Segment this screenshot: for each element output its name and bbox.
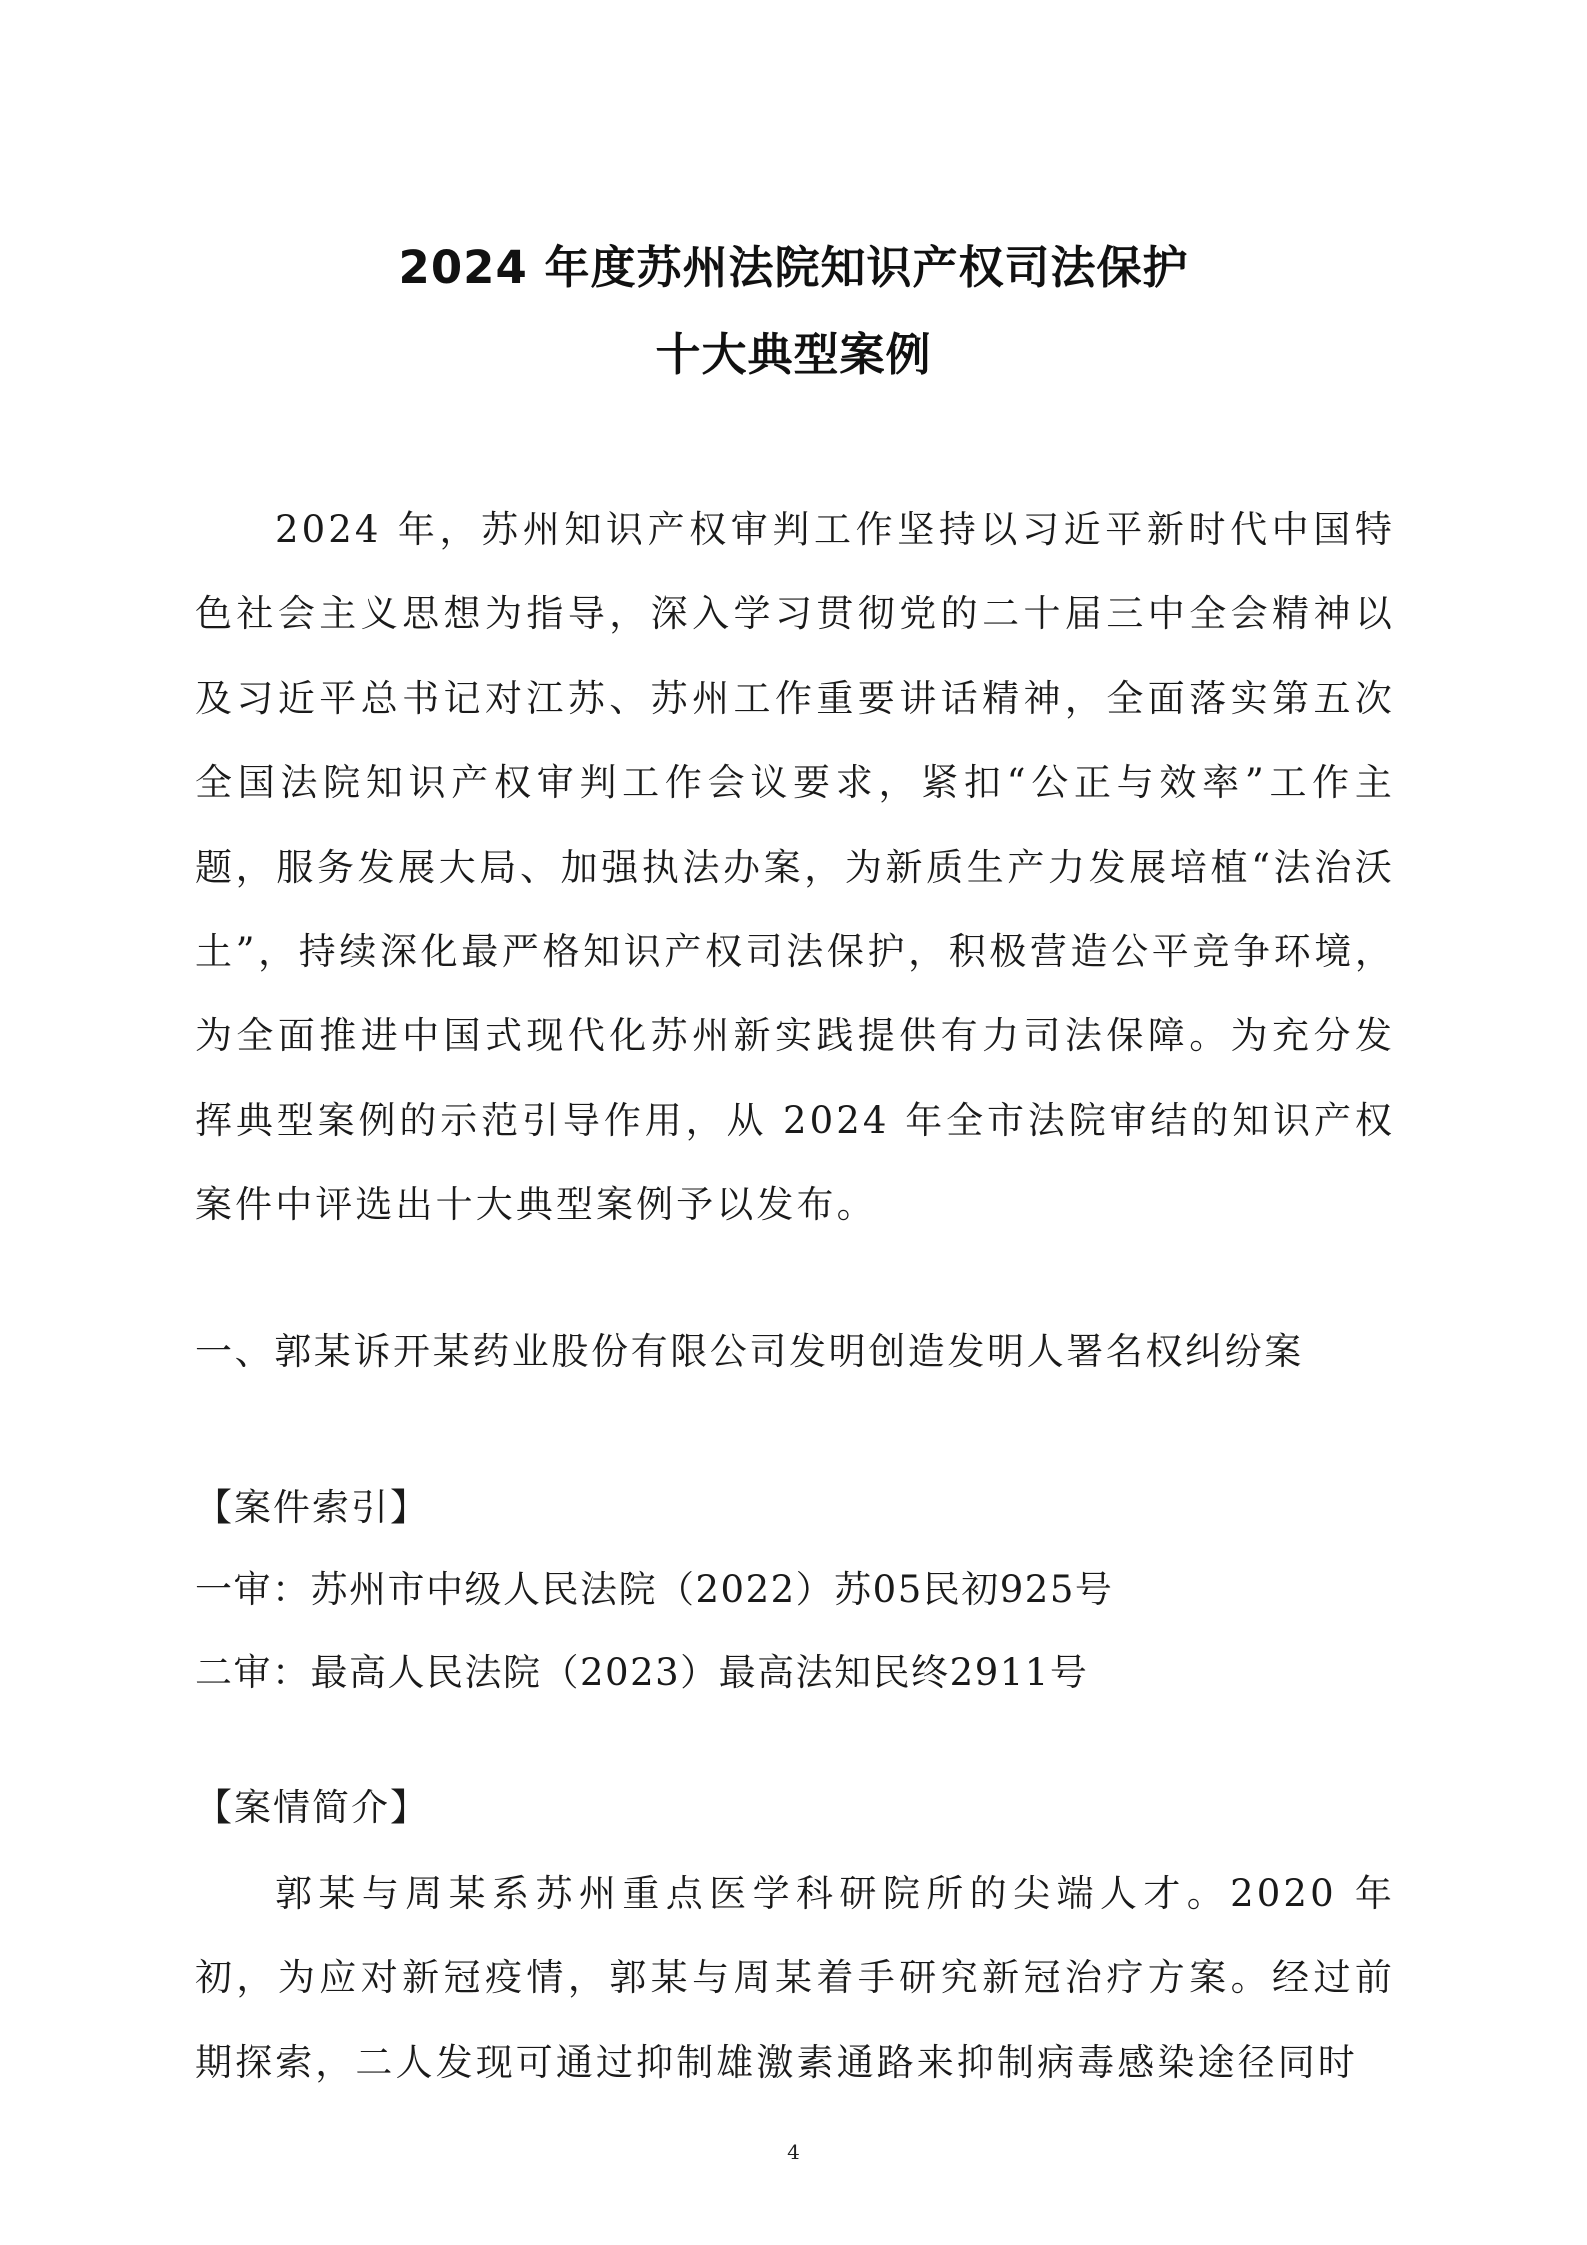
case-index-label: 【案件索引】	[195, 1486, 429, 1529]
document-title-line-2: 十大典型案例	[655, 328, 932, 381]
document-title-line-1: 2024 年度苏州法院知识产权司法保护	[398, 241, 1189, 294]
case-summary-paragraph: 郭某与周某系苏州重点医学科研院所的尖端人才。2020 年初，为应对新冠疫情，郭某与周某着手研究新冠治疗方案。经过前期探索，二人发现可通过抑制雄激素通路来抑制病毒感染途径同时	[195, 1872, 1395, 2084]
case-summary-label: 【案情简介】	[195, 1786, 429, 1829]
case-heading: 一、郭某诉开某药业股份有限公司发明创造发明人署名权纠纷案	[195, 1330, 1304, 1373]
second-instance-reference: 二审：最高人民法院（2023）最高法知民终2911号	[195, 1651, 1089, 1694]
page-number: 4	[787, 2140, 800, 2164]
intro-paragraph: 2024 年，苏州知识产权审判工作坚持以习近平新时代中国特色社会主义思想为指导，深入学习贯彻党的二十届三中全会精神以及习近平总书记对江苏、苏州工作重要讲话精神，全面落实第五次全国法院知识产权审判工作会议要求，紧扣“公正与效率”工作主题，服务发展大局、加强执法办案，为新质生产力发展培植“法治沃土”，持续深化最严格知识产权司法保护，积极营造公平竞争环境，为全面推进中国式现代化苏州新实践提供有力司法保障。为充分发挥典型案例的示范引导作用，从 2024 年全市法院审结的知识产权案件中评选出十大典型案例予以发布。	[195, 508, 1395, 1227]
first-instance-reference: 一审：苏州市中级人民法院（2022）苏05民初925号	[195, 1568, 1114, 1611]
